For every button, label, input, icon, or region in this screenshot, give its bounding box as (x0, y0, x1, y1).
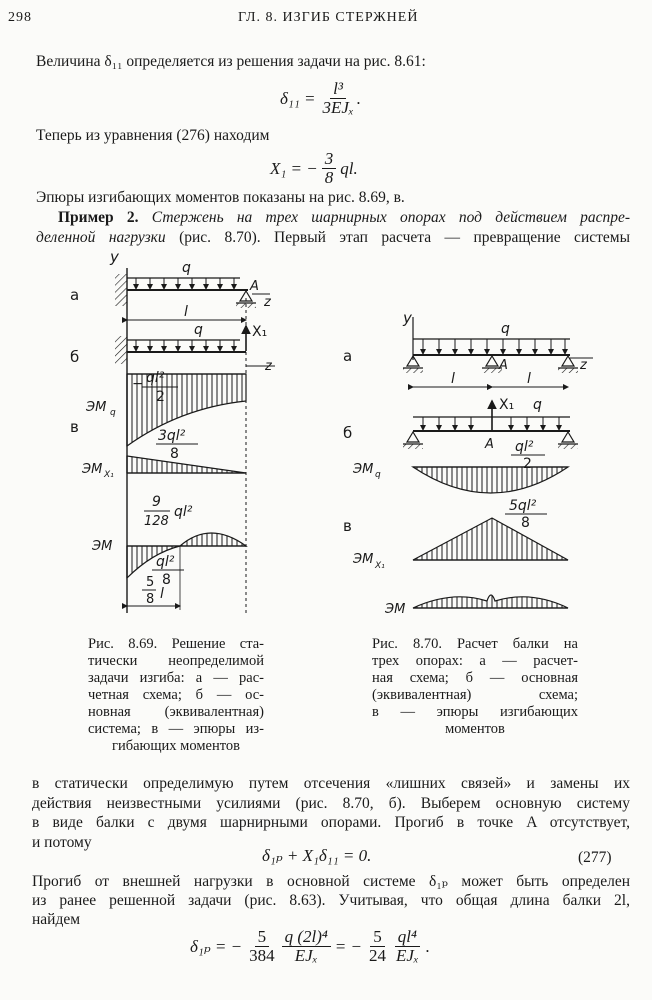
eq4-end: . (425, 936, 430, 956)
eq4-lhs: δ₁ₚ = − (190, 936, 243, 956)
caption-8-69-line: тически неопределимой (88, 653, 264, 669)
figure-8-69 (60, 248, 340, 628)
fig69-ql2-2-num: ql² (146, 370, 165, 386)
caption-8-69 (88, 636, 264, 755)
eq1-den: 3EJₓ (322, 98, 354, 117)
fig69-3ql2-den: 8 (170, 446, 179, 462)
fig70-5ql2-num: 5ql² (509, 498, 537, 514)
fig69-label-v: в (70, 418, 79, 436)
fig69-q-a: q (182, 260, 191, 276)
fig70-dim-l1: l (451, 371, 455, 387)
caption-8-70-line: в — эпюры изгибающих (372, 704, 578, 720)
caption-8-69-line: гибающих моментов (112, 738, 240, 754)
caption-8-70 (372, 636, 578, 738)
equation-delta11 (280, 80, 361, 117)
example-label: Пример 2. (58, 209, 139, 226)
intro-line-3: Эпюры изгибающих моментов показаны на рис. 8.69, в. (36, 189, 405, 206)
body-p1-line-2: действия неизвестными усилиями (рис. 8.70, б). Выберем основную систему (32, 795, 630, 812)
fig69-load-a (136, 278, 234, 289)
eq2-den: 8 (324, 168, 334, 187)
fig69-3ql2-num: 3ql² (158, 428, 186, 444)
body-p1-line-4: и потому (32, 834, 92, 851)
figure-8-70 (343, 305, 605, 625)
fig69-diagram-mq (127, 374, 246, 446)
body-p1-line-1: в статически определимую путем отсечения «лишних связей» и замены их (32, 775, 630, 792)
fig69-ql2-8-num: ql² (156, 554, 175, 570)
intro-line-1: Величина δ₁₁ определяется из решения задачи на рис. 8.61: (36, 53, 426, 70)
fig69-wall-a (115, 274, 127, 306)
fig70-diagram-mq (413, 467, 568, 493)
eq4-f2-den: EJₓ (294, 946, 318, 965)
fig69-em: ЭM (92, 539, 113, 554)
equation-277-number: (277) (578, 849, 612, 866)
fig70-X1: X₁ (499, 397, 515, 413)
eq2-rhs: ql. (340, 158, 358, 178)
fig70-5ql2-den: 8 (521, 515, 530, 531)
caption-8-69-line: система; в — эпюры из- (88, 721, 264, 737)
eq1-end: . (356, 88, 361, 108)
fig70-q-b: q (533, 397, 542, 413)
eq1-num: l³ (330, 80, 346, 99)
fig70-A-b: A (485, 437, 494, 452)
fig69-label-b: б (70, 348, 80, 366)
equation-277: δ₁ₚ + X₁δ₁₁ = 0. (262, 846, 372, 865)
eq1-lhs: δ₁₁ = (280, 88, 316, 108)
fig69-z-a: z (264, 295, 271, 310)
fig70-A-a: A (499, 358, 508, 373)
body-p2-line-2: из ранее решенной задачи (рис. 8.63). Учитывая, что общая длина балки 2l, (32, 892, 630, 909)
eq4-f4-num: ql⁴ (395, 928, 420, 947)
caption-8-70-line: (эквивалентная) схема; (372, 687, 578, 703)
fig70-supports-a (403, 356, 578, 368)
fig70-dim-l2: l (527, 371, 531, 387)
fig70-diagram-m (413, 595, 568, 608)
fig70-label-b: б (343, 424, 353, 442)
eq4-f2-num: q (2l)⁴ (282, 928, 331, 947)
fig70-ql2-num: ql² (515, 439, 534, 455)
fig69-9-rest: ql² (174, 504, 193, 520)
fig70-emq: ЭM (353, 462, 374, 477)
fig69-y-label: y (110, 248, 119, 266)
eq2-lhs: X₁ = − (270, 158, 318, 178)
fig69-emx-sub: X₁ (104, 470, 114, 480)
eq4-f3-den: 24 (368, 946, 386, 965)
fig70-load-b (423, 417, 559, 430)
fig70-diagram-mx1 (413, 518, 568, 560)
fig70-emx-sub: X₁ (375, 561, 385, 571)
equation-x1 (270, 150, 358, 187)
fig69-ql2-2-sign: − (132, 376, 144, 392)
fig69-z-b: z (265, 359, 272, 374)
fig69-diagram-m-pos (180, 533, 246, 546)
intro-line-2: Теперь из уравнения (276) находим (36, 127, 270, 144)
caption-8-69-line: новная (эквивалентная) (88, 704, 264, 720)
eq4-mid: = − (334, 936, 362, 956)
page-number: 298 (8, 10, 32, 25)
fig70-load-a (423, 339, 565, 354)
fig69-5-rest: l (160, 586, 164, 602)
fig69-emx: ЭM (82, 462, 103, 477)
fig69-emq-sub: q (110, 408, 116, 418)
running-title: ГЛ. 8. ИЗГИБ СТЕРЖНЕЙ (238, 10, 419, 25)
fig69-9-den: 128 (144, 514, 169, 529)
fig70-em: ЭM (385, 602, 406, 617)
fig69-diagram-mx1 (127, 456, 246, 473)
fig69-ql2-2-den: 2 (156, 389, 165, 405)
fig69-label-a: а (70, 286, 80, 304)
example-line-2 (36, 228, 630, 248)
example-line-1 (58, 208, 630, 228)
caption-8-70-line: моментов (445, 721, 505, 737)
fig69-9-num: 9 (152, 494, 161, 510)
fig70-emq-sub: q (375, 470, 381, 480)
fig69-A: A (250, 279, 259, 294)
eq4-f3-num: 5 (370, 928, 385, 947)
fig69-5-num: 5 (146, 575, 155, 590)
fig69-ql2-8-den: 8 (162, 572, 171, 588)
body-p1-line-3: в виде балки с двумя шарнирными опорами. Прогиб в точке A отсутствует, (32, 814, 630, 831)
body-p2-line-1: Прогиб от внешней нагрузки в основной системе δ₁ₚ может быть определен (32, 873, 630, 890)
fig69-5-den: 8 (146, 592, 155, 607)
eq4-f1-num: 5 (255, 928, 270, 947)
equation-delta1p (190, 928, 430, 965)
eq4-f4-den: EJₓ (395, 946, 419, 965)
caption-8-70-line: трех опорах: а — расчет- (372, 653, 578, 669)
fig69-load-b (136, 340, 234, 351)
caption-8-69-line: Рис. 8.69. Решение ста- (88, 636, 264, 652)
fig70-label-v: в (343, 517, 352, 535)
eq2-num: 3 (322, 150, 337, 169)
eq4-f1-den: 384 (249, 946, 275, 965)
caption-8-70-line: Рис. 8.70. Расчет балки на (372, 636, 578, 652)
fig69-dim-l: l (184, 304, 188, 320)
caption-8-69-line: четная схема; б — ос- (88, 687, 264, 703)
fig70-ql2-den: 2 (523, 456, 532, 472)
example-title-2: деленной нагрузки (36, 229, 166, 246)
fig70-label-a: а (343, 347, 353, 365)
fig69-X1: X₁ (252, 324, 268, 340)
example-title-1: Стержень на трех шарнирных опорах под действием распре- (151, 209, 631, 226)
fig70-y-label: y (403, 309, 412, 327)
fig70-emx: ЭM (353, 552, 374, 567)
fig70-q-a: q (501, 321, 510, 337)
caption-8-70-line: ная схема; б — основная (372, 670, 578, 686)
caption-8-69-line: задачи изгиба: а — рас- (88, 670, 264, 686)
body-p2-line-3: найдем (32, 911, 81, 928)
fig70-z: z (580, 358, 587, 373)
fig69-wall-b (115, 336, 127, 364)
fig69-q-b: q (194, 322, 203, 338)
fig69-emq: ЭM (86, 400, 107, 415)
example-line-2-rest: (рис. 8.70). Первый этап расчета — превращение системы (179, 229, 630, 246)
